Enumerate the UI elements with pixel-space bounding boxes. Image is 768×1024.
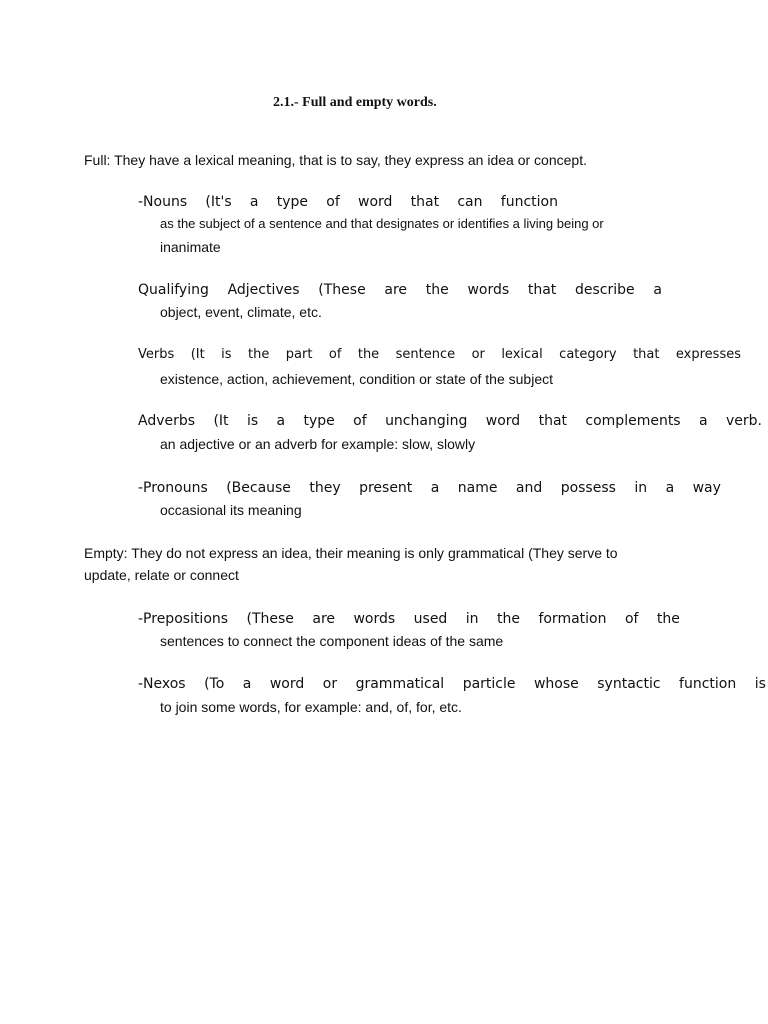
word: a: [699, 413, 708, 429]
word: or: [471, 347, 485, 362]
word: verb.: [725, 413, 762, 429]
word: are: [384, 282, 408, 298]
word: name: [457, 480, 498, 496]
word: function: [500, 194, 558, 210]
prepositions-continuation: sentences to connect the component ideas of the same: [160, 633, 504, 649]
word: that: [527, 282, 557, 298]
word: that: [410, 194, 440, 210]
word: is: [221, 347, 232, 362]
word: (These: [318, 282, 366, 298]
word: is: [246, 413, 259, 429]
word: (It: [213, 413, 229, 429]
word: expresses: [675, 347, 741, 362]
word: Adjectives: [227, 282, 300, 298]
word: way: [692, 480, 721, 496]
word: that: [633, 347, 660, 362]
word: Adverbs: [138, 413, 196, 429]
word: syntactic: [597, 676, 661, 692]
word: a: [249, 194, 259, 210]
word: or: [322, 676, 338, 692]
word: of: [328, 347, 342, 362]
word: possess: [560, 480, 616, 496]
word: is: [754, 676, 766, 692]
word: the: [357, 347, 380, 362]
word: -Prepositions: [138, 611, 229, 627]
word: a: [653, 282, 662, 298]
word: and: [515, 480, 543, 496]
word: unchanging: [385, 413, 468, 429]
verbs-first-line: [138, 345, 741, 365]
word: type: [276, 194, 308, 210]
nouns-continuation-1: as the subject of a sentence and that designates or identifies a living being or: [160, 216, 604, 231]
adjectives-first-line: [138, 280, 662, 300]
adverbs-continuation: an adjective or an adverb for example: slow, slowly: [160, 436, 476, 452]
word: a: [276, 413, 286, 429]
word: a: [665, 480, 675, 496]
word: words: [467, 282, 510, 298]
word: in: [634, 480, 648, 496]
word: of: [326, 194, 340, 210]
word: formation: [538, 611, 607, 627]
word: of: [624, 611, 639, 627]
full-words-intro: Full: They have a lexical meaning, that is to say, they express an idea or concept.: [84, 152, 587, 168]
adjectives-continuation: object, event, climate, etc.: [160, 304, 322, 320]
word: used: [413, 611, 448, 627]
word: of: [353, 413, 367, 429]
word: sentence: [395, 347, 456, 362]
empty-words-intro-line-1: Empty: They do not express an idea, their meaning is only grammatical (They serve to: [84, 545, 618, 561]
word: grammatical: [355, 676, 445, 692]
word: the: [497, 611, 520, 627]
word: (These: [246, 611, 294, 627]
word: category: [559, 347, 617, 362]
word: word: [269, 676, 305, 692]
word: are: [312, 611, 336, 627]
word: complements: [585, 413, 681, 429]
word: in: [465, 611, 479, 627]
word: a: [430, 480, 440, 496]
word: present: [359, 480, 413, 496]
word: word: [358, 194, 393, 210]
prepositions-first-line: [138, 609, 680, 629]
word: Qualifying: [138, 282, 209, 298]
word: (Because: [226, 480, 291, 496]
word: the: [247, 347, 270, 362]
nexos-first-line: [138, 674, 766, 694]
word: they: [309, 480, 341, 496]
word: type: [303, 413, 335, 429]
word: -Nexos: [138, 676, 186, 692]
pronouns-continuation: occasional its meaning: [160, 502, 302, 518]
word: the: [425, 282, 449, 298]
adverbs-first-line: [138, 411, 762, 431]
word: -Pronouns: [138, 480, 208, 496]
word: a: [242, 676, 252, 692]
word: can: [457, 194, 483, 210]
empty-words-intro-line-2: update, relate or connect: [84, 567, 239, 583]
nouns-first-line: [138, 192, 558, 212]
word: whose: [533, 676, 579, 692]
word: that: [538, 413, 568, 429]
word: particle: [462, 676, 516, 692]
word: -Nouns: [138, 194, 188, 210]
word: describe: [575, 282, 635, 298]
word: (It: [190, 347, 205, 362]
word: lexical: [501, 347, 543, 362]
word: the: [656, 611, 680, 627]
word: part: [285, 347, 313, 362]
nouns-continuation-2: inanimate: [160, 239, 221, 255]
word: words: [353, 611, 396, 627]
word: Verbs: [138, 347, 175, 362]
word: function: [679, 676, 737, 692]
pronouns-first-line: [138, 478, 721, 498]
section-title: 2.1.- Full and empty words.: [273, 95, 437, 110]
word: (It's: [205, 194, 232, 210]
word: word: [485, 413, 521, 429]
verbs-continuation: existence, action, achievement, condition or state of the subject: [160, 371, 554, 387]
word: (To: [204, 676, 225, 692]
nexos-continuation: to join some words, for example: and, of, for, etc.: [160, 699, 462, 715]
